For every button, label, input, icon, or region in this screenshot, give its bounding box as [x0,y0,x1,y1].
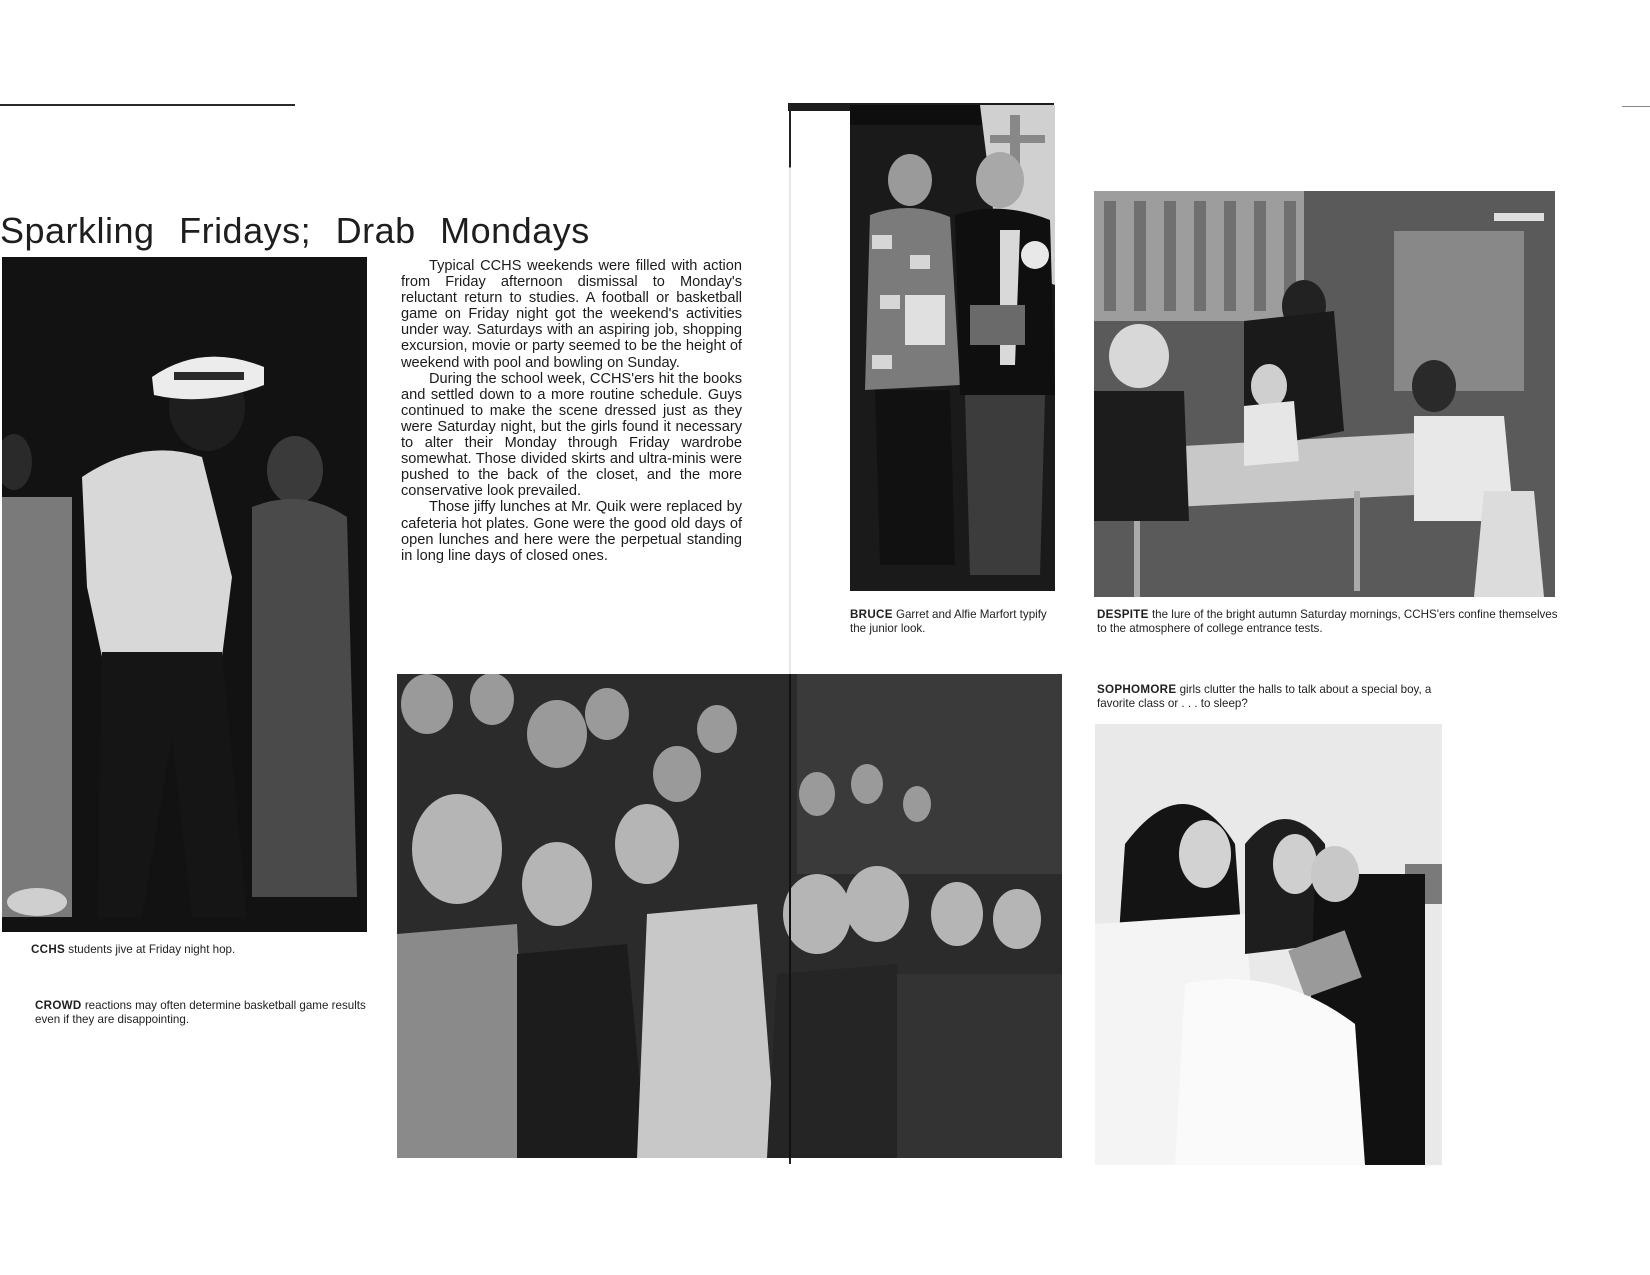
caption-tests [1097,608,1567,635]
caption-lead: BRUCE [850,608,893,621]
dance-photo-icon [2,257,367,932]
photo-crowd [397,674,1062,1158]
caption-text: reactions may often determine basketball game results even if they are disappointing. [35,999,366,1026]
photo-sophomores [1095,724,1442,1165]
photo-tests [1094,191,1555,597]
sophomores-photo-icon [1095,724,1442,1165]
juniors-photo-icon [850,105,1055,591]
caption-text: the lure of the bright autumn Saturday mornings, CCHS'ers confine themselves to the atmosphere of college entrance tests. [1097,608,1558,635]
article-paragraph: Those jiffy lunches at Mr. Quik were replaced by cafeteria hot plates. Gone were the good old days of open lunches and here were the perpetual standing in long line days of closed ones. [401,499,742,564]
caption-juniors [850,608,1055,635]
article-paragraph: During the school week, CCHS'ers hit the books and settled down to a more routine schedule. Guys continued to make the scene dressed just as they were Saturday night, but the girls found it necessary to alter their Monday through Friday wardrobe somewhat. Those divided skirts and ultra-minis were pushed to the back of the closet, and the more conservative look prevailed. [401,370,742,500]
caption-dance [31,943,361,957]
photo-dance [2,257,367,932]
article-paragraph: Typical CCHS weekends were filled with action from Friday afternoon dismissal to Monday's reluctant return to studies. A football or basketball game on Friday night got the weekend's activities under way. Saturdays with an aspiring job, shopping excursion, movie or party seemed to be the height of weekend with pool and bowling on Sunday. [401,258,742,371]
caption-lead: SOPHOMORE [1097,683,1177,696]
article-body [401,258,742,564]
caption-text: girls clutter the halls to talk about a special boy, a favorite class or . . . to sleep? [1097,683,1432,710]
caption-lead: DESPITE [1097,608,1149,621]
caption-lead: CROWD [35,999,82,1012]
tests-photo-icon [1094,191,1555,597]
caption-lead: CCHS [31,943,66,956]
caption-sophomores [1097,683,1442,710]
caption-text: Garret and Alfie Marfort typify the junior look. [850,608,1047,635]
page-title: Sparkling Fridays; Drab Mondays [0,210,590,252]
top-rule-right [1622,106,1650,107]
crowd-photo-icon [397,674,1062,1158]
photo-juniors [850,105,1055,591]
caption-text: students jive at Friday night hop. [65,943,236,956]
top-rule-left [0,104,295,106]
caption-crowd [35,999,370,1026]
